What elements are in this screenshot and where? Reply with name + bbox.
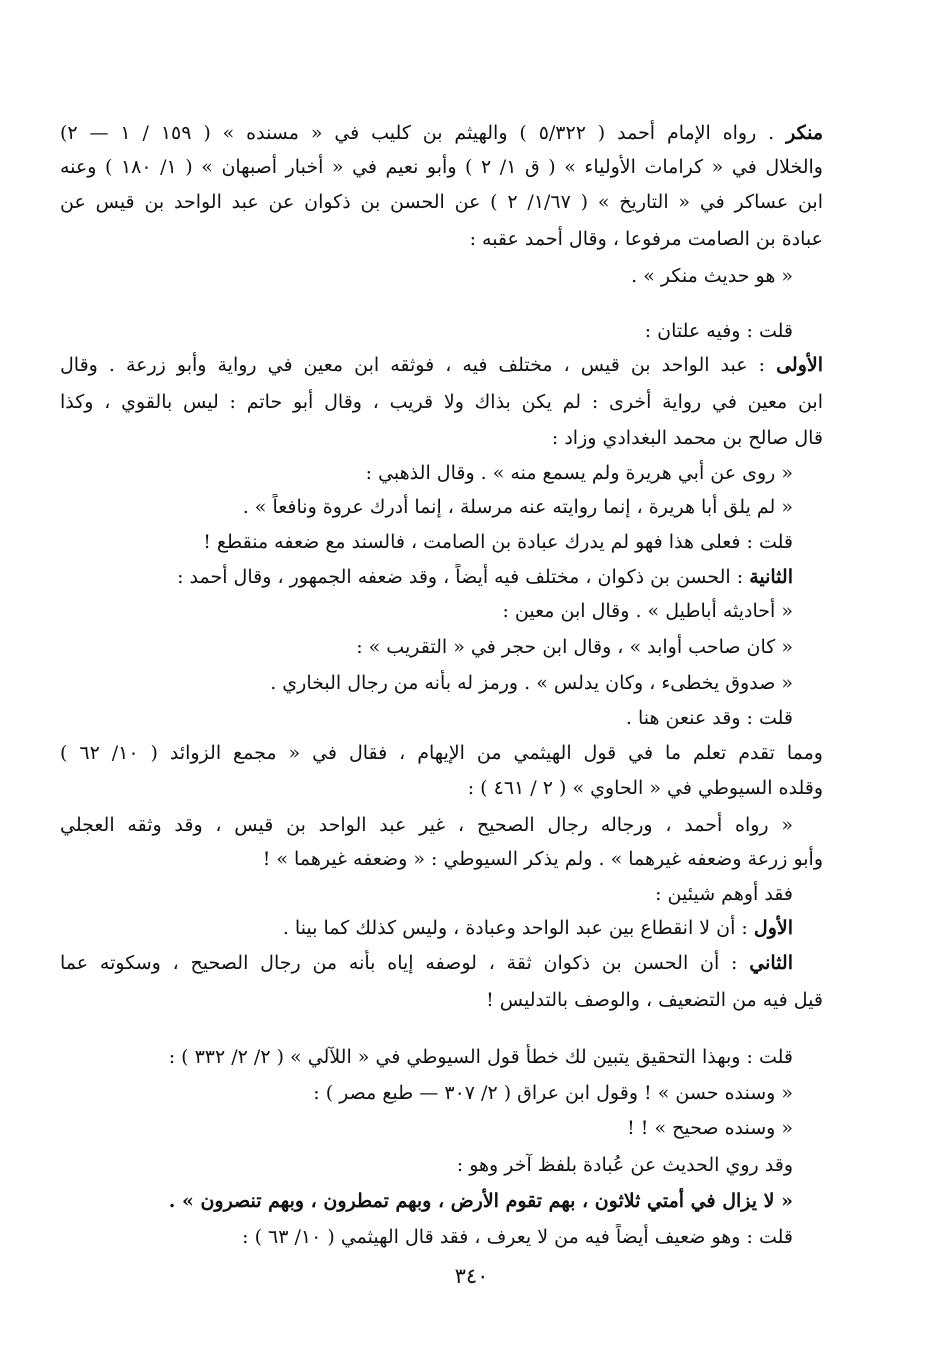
line-text: قلت : وقد عنعن هنا . xyxy=(625,707,793,729)
line-text: « أحاديثه أباطيل » . وقال ابن معين : xyxy=(502,600,793,622)
line-text: « لا يزال في أمتي ثلاثون ، بهم تقوم الأرض ، وبهم تمطرون ، وبهم تنصرون » . xyxy=(168,1190,793,1212)
line-text: وقد روي الحديث عن عُبادة بلفظ آخر وهو : xyxy=(456,1154,793,1176)
line-text: « رواه أحمد ، ورجاله رجال الصحيح ، غير عبد الواحد بن قيس ، وقد وثقه العجلي xyxy=(60,814,793,836)
text-line xyxy=(60,189,823,217)
text-line xyxy=(60,950,793,978)
text-line xyxy=(60,529,793,557)
text-line xyxy=(60,226,823,254)
text-line xyxy=(60,1188,793,1216)
line-text: « صدوق يخطىء ، وكان يدلس » . ورمز له بأنه من رجال البخاري . xyxy=(270,672,793,694)
line-text: « وسنده صحيح » ! ! xyxy=(627,1117,793,1139)
text-line xyxy=(60,670,793,698)
line-text: ابن عساكر في « التاريخ » ( ١/٦٧/ ٢ ) عن الحسن بن ذكوان عن عبد الواحد بن قيس عن xyxy=(60,191,823,213)
lead-word: الثانية xyxy=(749,566,793,588)
lead-word: الأول xyxy=(753,917,793,939)
text-line xyxy=(60,987,823,1015)
text-line xyxy=(60,389,823,417)
text-line xyxy=(60,425,823,453)
text-line xyxy=(60,846,823,874)
text-line xyxy=(60,352,823,380)
text-line xyxy=(60,1224,793,1252)
line-text: : الحسن بن ذكوان ، مختلف فيه أيضاً ، وقد ضعفه الجمهور ، وقال أحمد : xyxy=(177,566,744,588)
text-line xyxy=(60,1080,793,1108)
line-text: قلت : وهو ضعيف أيضاً فيه من لا يعرف ، فقد قال الهيثمي ( ١٠/ ٦٣ ) : xyxy=(242,1226,793,1248)
text-line xyxy=(60,705,793,733)
line-text: « روى عن أبي هريرة ولم يسمع منه » . وقال الذهبي : xyxy=(365,462,793,484)
line-text: : عبد الواحد بن قيس ، مختلف فيه ، فوثقه ابن معين في رواية وأبو زرعة . وقال xyxy=(60,354,766,376)
line-text: قلت : وبهذا التحقيق يتبين لك خطأ قول السيوطي في « اللآلي » ( ٢/ ٢/ ٣٣٢ ) : xyxy=(168,1046,793,1068)
page-number: ٣٤٠ xyxy=(454,1264,489,1288)
lead-word: الثاني xyxy=(749,952,793,974)
lead-word: منكر xyxy=(786,122,823,144)
line-text: قيل فيه من التضعيف ، والوصف بالتدليس ! xyxy=(486,989,823,1011)
line-text: . رواه الإمام أحمد ( ٥/٣٢٢ ) والهيثم بن كليب في « مسنده » ( ١٥٩ / ١ — ٢) xyxy=(60,122,775,144)
line-text: « كان صاحب أوابد » ، وقال ابن حجر في « التقريب » : xyxy=(356,636,793,658)
line-text: فقد أوهم شيئين : xyxy=(655,883,793,905)
line-text: وقلده السيوطي في « الحاوي » ( ٢ / ٤٦١ ) : xyxy=(467,777,823,799)
text-line xyxy=(60,775,823,803)
line-text: : أن لا انقطاع بين عبد الواحد وعبادة ، وليس كذلك كما بينا . xyxy=(282,917,748,939)
text-line xyxy=(60,263,793,291)
line-text: ومما تقدم تعلم ما في قول الهيثمي من الإيهام ، فقال في « مجمع الزوائد ( ١٠/ ٦٢ ) xyxy=(60,742,823,764)
text-line xyxy=(60,494,793,522)
lead-word: الأولى xyxy=(776,354,823,376)
text-line xyxy=(60,634,793,662)
text-line xyxy=(60,881,793,909)
text-line xyxy=(60,1044,793,1072)
line-text: قلت : فعلى هذا فهو لم يدرك عبادة بن الصامت ، فالسند مع ضعفه منقطع ! xyxy=(203,531,793,553)
text-line xyxy=(60,564,793,592)
line-text: : أن الحسن بن ذكوان ثقة ، لوصفه إياه بأنه من رجال الصحيح ، وسكوته عما xyxy=(60,952,738,974)
line-text: قال صالح بن محمد البغدادي وزاد : xyxy=(551,427,823,449)
text-line xyxy=(60,154,823,182)
line-text: وأبو زرعة وضعفه غيرهما » . ولم يذكر السيوطي : « وضعفه غيرهما » ! xyxy=(262,848,823,870)
text-line xyxy=(60,915,793,943)
line-text: « هو حديث منكر » . xyxy=(631,265,793,287)
text-line xyxy=(60,598,793,626)
line-text: « لم يلق أبا هريرة ، إنما روايته عنه مرسلة ، إنما أدرك عروة ونافعاً » . xyxy=(242,496,793,518)
line-text: ابن معين في رواية أخرى : لم يكن بذاك ولا قريب ، وقال أبو حاتم : ليس بالقوي ، وكذا xyxy=(60,391,823,413)
text-line xyxy=(60,1152,793,1180)
text-line xyxy=(60,1115,793,1143)
text-line xyxy=(60,318,793,346)
line-text: والخلال في « كرامات الأولياء » ( ق ١/ ٢ ) وأبو نعيم في « أخبار أصبهان » ( ١/ ١٨٠ ) وعنه xyxy=(60,156,823,178)
text-line xyxy=(60,812,793,840)
line-text: « وسنده حسن » ! وقول ابن عراق ( ٢/ ٣٠٧ — طبع مصر ) : xyxy=(313,1082,793,1104)
text-line xyxy=(60,460,793,488)
text-line xyxy=(60,120,823,148)
line-text: عبادة بن الصامت مرفوعا ، وقال أحمد عقبه : xyxy=(469,228,823,250)
line-text: قلت : وفيه علتان : xyxy=(644,320,793,342)
text-line xyxy=(60,740,823,768)
